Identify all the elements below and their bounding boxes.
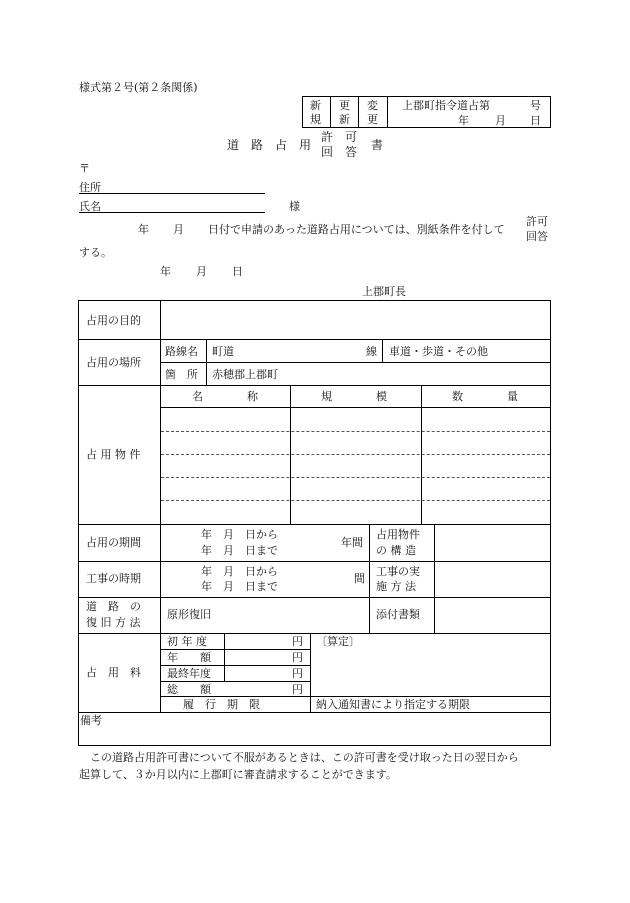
fee-label: 占 用 料 [86,666,141,679]
body-year: 年 [138,223,149,236]
body-end: する。 [79,246,112,259]
stamp-date-day: 日 [530,114,541,127]
fee-row-total: 総 額 [167,683,211,696]
fee-row-final: 最終年度 [167,667,211,680]
stamp-change-top: 変 [367,99,378,112]
route-line-char: 線 [366,345,377,358]
calc-label: 〔算定〕 [316,635,360,648]
col-scale: 規 模 [321,390,387,403]
method-label-2: 施 方 法 [376,580,416,593]
col-name: 名 称 [192,390,258,403]
fee-row-annual: 年 額 [167,651,211,664]
footer-line-1: この道路占用許可書について不服があるときは、この許可書を受け取った日の翌日から [79,751,519,764]
address-underline [79,193,265,194]
method-label-1: 工事の実 [376,565,420,578]
issue-day: 日 [232,265,243,278]
body-option-answer: 回答 [526,230,548,243]
purpose-label: 占用の目的 [86,314,141,327]
restore-label-1: 道 路 の [86,600,141,613]
yen-3: 円 [292,667,303,680]
title-option-permit: 許 可 [321,130,358,144]
period-label: 占用の期間 [86,536,141,549]
col-quantity: 数 量 [452,390,518,403]
road-type: 車道・歩道・その他 [389,345,488,358]
name-label: 氏名 [79,200,101,213]
permit-number-suffix: 号 [530,99,541,112]
structure-label-1: 占用物件 [376,528,420,541]
stamp-renew-bottom: 新 [339,113,350,126]
period-from: 年 月 日から [201,528,278,541]
title-main: 道 路 占 用 [227,138,312,152]
issuer: 上郡町長 [362,285,406,298]
period-to: 年 月 日まで [201,544,278,557]
yen-4: 円 [292,683,303,696]
stamp-date-year: 年 [458,114,469,127]
stamp-new-bottom: 規 [310,113,321,126]
postal-mark: 〒 [79,162,90,175]
yen-2: 円 [292,651,303,664]
issue-month: 月 [196,265,207,278]
route-value: 町道 [212,345,234,358]
yen-1: 円 [292,635,303,648]
remarks-label: 備考 [80,714,102,727]
stamp-date-month: 月 [495,114,506,127]
route-label: 路線名 [165,345,198,358]
form-number: 様式第２号(第２条関係) [79,81,198,94]
body-month: 月 [173,223,184,236]
due-value: 納入通知書により指定する期限 [316,698,470,711]
location-label: 箇 所 [165,368,198,381]
title-option-answer: 回 答 [321,145,358,159]
stamp-change-bottom: 更 [367,113,378,126]
body-text: 日付で申請のあった道路占用については、別紙条件を付して [208,223,505,236]
footer-line-2: 起算して、３か月以内に上郡町に審査請求することができます。 [79,768,397,781]
work-unit: 間 [354,572,365,585]
work-label: 工事の時期 [86,572,141,585]
permit-number-label: 上郡町指令道占第 [402,99,490,112]
attach-label: 添付書類 [376,608,420,621]
objects-label: 占 用 物 件 [86,448,141,461]
body-option-permit: 許可 [526,215,548,228]
work-from: 年 月 日から [201,565,278,578]
restore-label-2: 復 旧 方 法 [86,616,141,629]
period-unit: 年間 [341,536,363,549]
name-underline [79,212,265,213]
address-label: 住所 [79,181,101,194]
title-suffix: 書 [371,138,384,152]
stamp-new-top: 新 [310,99,321,112]
work-to: 年 月 日まで [201,580,278,593]
location-value: 赤穂郡上郡町 [212,368,278,381]
due-label: 履 行 期 限 [183,698,260,711]
issue-year: 年 [160,265,171,278]
structure-label-2: の 構 造 [376,544,416,557]
fee-row-first: 初 年 度 [167,635,207,648]
stamp-renew-top: 更 [339,99,350,112]
place-label: 占用の場所 [86,356,141,369]
honorific: 様 [289,200,300,213]
restore-value: 原形復旧 [167,608,211,621]
